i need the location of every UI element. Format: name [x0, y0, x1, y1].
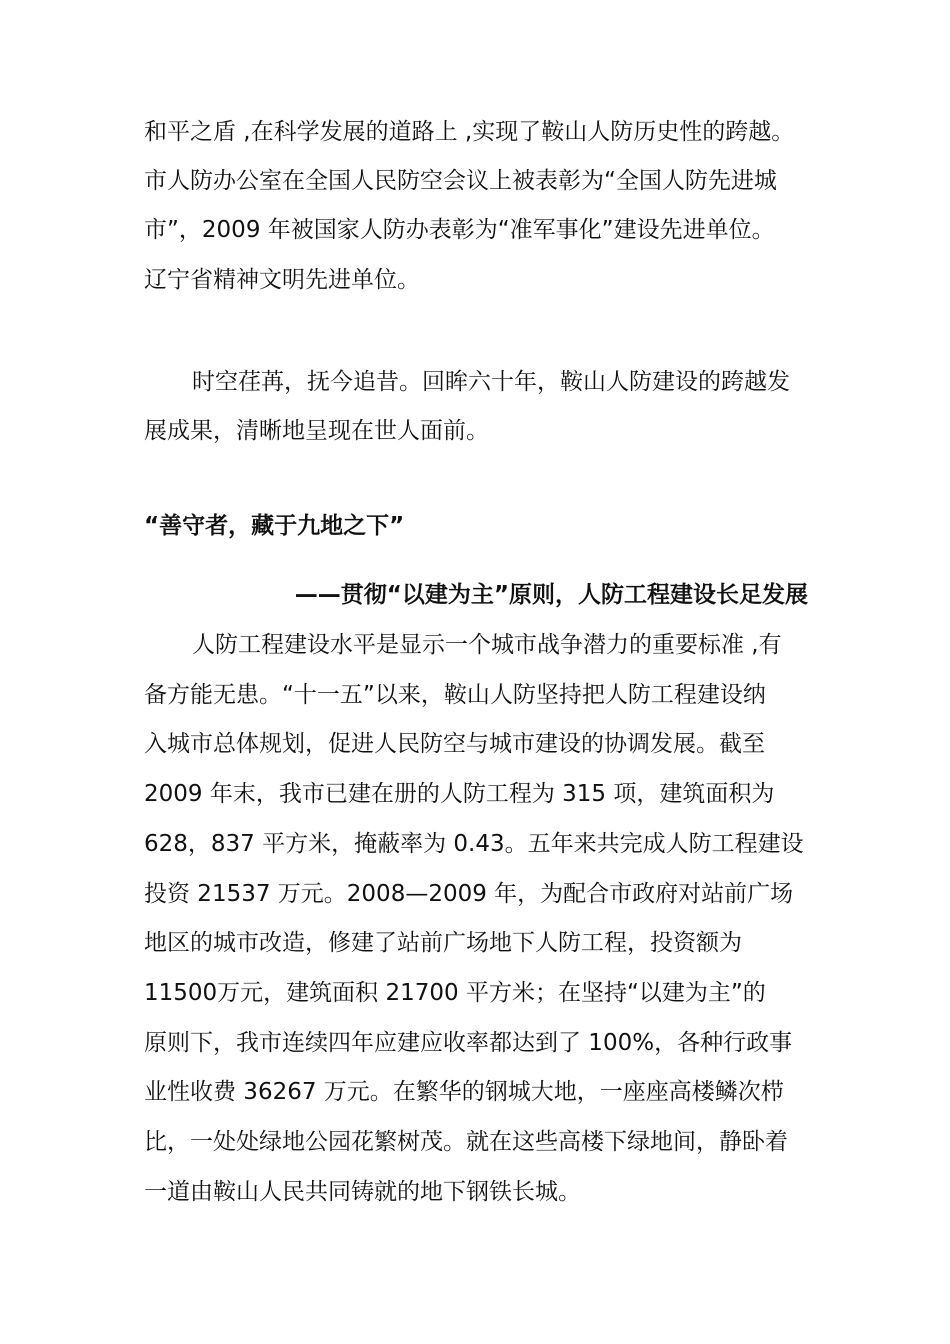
paragraph-2-line-1: 时空荏苒，抚今追昔。回眸六十年，鞍山人防建设的跨越发 [192, 369, 790, 395]
paragraph-3-line-7: 地区的城市改造，修建了站前广场地下人防工程，投资额为 [144, 930, 742, 956]
paragraph-2-line-2: 展成果，清晰地呈现在世人面前。 [144, 418, 489, 444]
section-heading: “善守者，藏于九地之下” [144, 513, 405, 539]
paragraph-3-line-1: 人防工程建设水平是显示一个城市战争潜力的重要标准 ,有 [192, 632, 782, 658]
paragraph-3-line-10: 业性收费 36267 万元。在繁华的钢城大地，一座座高楼鳞次栉 [144, 1079, 784, 1105]
paragraph-3-line-6: 投资 21537 万元。2008—2009 年，为配合市政府对站前广场 [144, 881, 794, 907]
paragraph-1-line-3: 市”，2009 年被国家人防办表彰为“准军事化”建设先进单位。 [144, 217, 775, 243]
paragraph-3-line-2: 备方能无患。“十一五”以来，鞍山人防坚持把人防工程建设纳 [144, 682, 766, 708]
paragraph-3-line-9: 原则下，我市连续四年应建应收率都达到了 100%，各种行政事 [144, 1030, 793, 1056]
paragraph-3-line-5: 628，837 平方米，掩蔽率为 0.43。五年来共完成人防工程建设 [144, 831, 804, 857]
paragraph-1-line-2: 市人防办公室在全国人民防空会议上被表彰为“全国人防先进城 [144, 168, 777, 194]
paragraph-3-line-4: 2009 年末，我市已建在册的人防工程为 315 项，建筑面积为 [144, 781, 775, 807]
paragraph-1-line-4: 辽宁省精神文明先进单位。 [144, 267, 420, 293]
paragraph-3-line-3: 入城市总体规划，促进人民防空与城市建设的协调发展。截至 [144, 731, 765, 757]
paragraph-1-line-1: 和平之盾 ,在科学发展的道路上 ,实现了鞍山人防历史性的跨越。 [144, 119, 795, 145]
paragraph-3-line-8: 11500万元，建筑面积 21700 平方米；在坚持“以建为主”的 [144, 980, 766, 1006]
paragraph-3-line-12: 一道由鞍山人民共同铸就的地下钢铁长城。 [144, 1179, 581, 1205]
paragraph-3-line-11: 比，一处处绿地公园花繁树茂。就在这些高楼下绿地间，静卧着 [144, 1129, 788, 1155]
section-subheading: ——贯彻“以建为主”原则，人防工程建设长足发展 [294, 582, 808, 608]
